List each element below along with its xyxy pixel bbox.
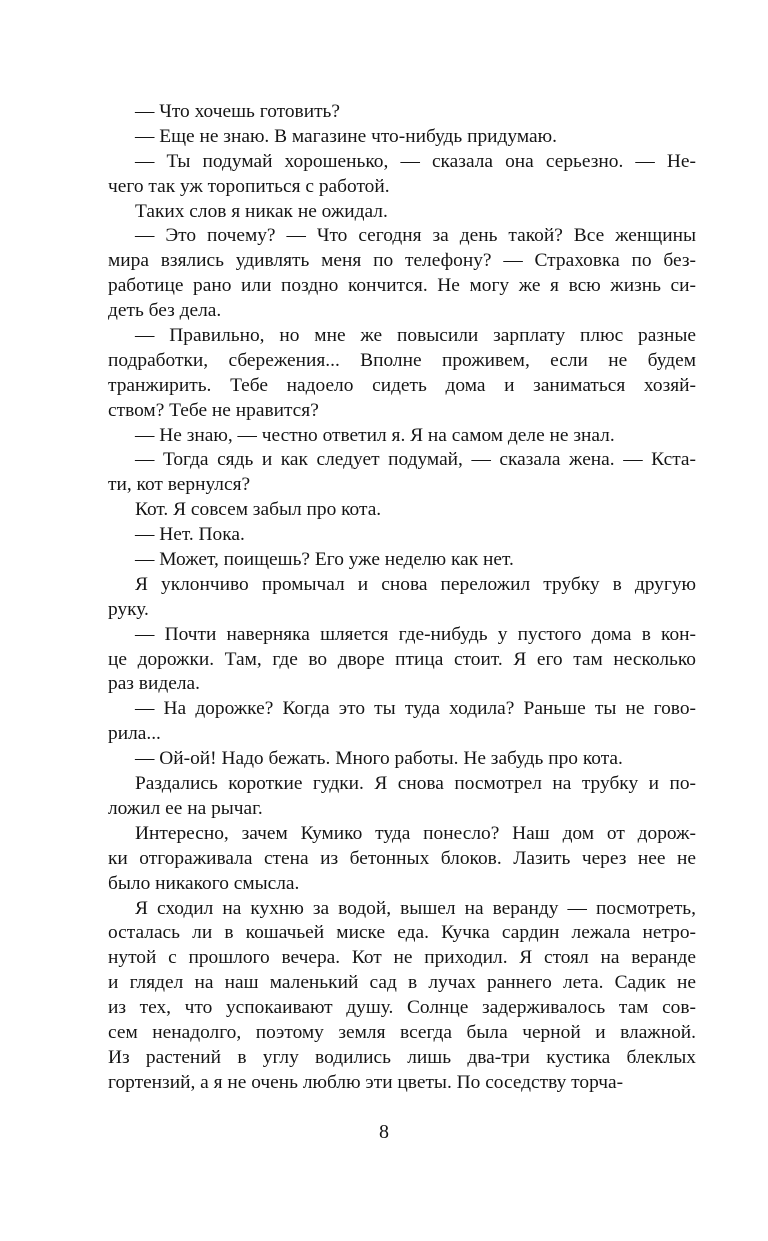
- text-line: транжирить. Тебе надоело сидеть дома и заниматься хозяй-: [108, 374, 696, 396]
- text-line: из тех, что успокаивают душу. Солнце задерживалось там сов-: [108, 997, 696, 1019]
- paragraph: [108, 100, 696, 125]
- paragraph: [108, 498, 696, 523]
- paragraph: [108, 697, 696, 747]
- text-line: осталась ли в кошачьей миске еда. Кучка сардин лежала нетро-: [108, 922, 696, 944]
- paragraph: [108, 772, 696, 822]
- text-line: руку.: [108, 598, 149, 620]
- paragraph: [108, 573, 696, 623]
- text-line: ки отгораживала стена из бетонных блоков. Лазить через нее не: [108, 847, 696, 869]
- text-line: Из растений в углу водились лишь два-три кустика блеклых: [108, 1046, 696, 1068]
- text-line: ством? Тебе не нравится?: [108, 399, 319, 421]
- text-line: — Может, поищешь? Его уже неделю как нет.: [135, 549, 514, 571]
- text-line: — Нет. Пока.: [135, 524, 245, 546]
- paragraph: [108, 897, 696, 1096]
- paragraph: [108, 125, 696, 150]
- paragraph: [108, 200, 696, 225]
- text-line: чего так уж торопиться с работой.: [108, 175, 390, 197]
- text-line: — Еще не знаю. В магазине что-нибудь придумаю.: [135, 125, 557, 147]
- text-line: сем ненадолго, поэтому земля всегда была черной и влажной.: [108, 1021, 696, 1043]
- text-line: — На дорожке? Когда это ты туда ходила? Раньше ты не гово-: [135, 698, 696, 720]
- text-line: Я сходил на кухню за водой, вышел на веранду — посмотреть,: [135, 897, 696, 919]
- text-line: раз видела.: [108, 673, 200, 695]
- text-line: — Почти наверняка шляется где-нибудь у пустого дома в кон-: [135, 623, 696, 645]
- text-line: — Ой-ой! Надо бежать. Много работы. Не забудь про кота.: [135, 748, 623, 770]
- text-line: гортензий, а я не очень люблю эти цветы. По соседству торча-: [108, 1071, 624, 1093]
- text-line: нутой с прошлого вечера. Кот не приходил. Я стоял на веранде: [108, 947, 696, 969]
- paragraph: [108, 822, 696, 897]
- text-line: — Правильно, но мне же повысили зарплату плюс разные: [135, 325, 696, 347]
- text-line: Интересно, зачем Кумико туда понесло? Наш дом от дорож-: [135, 822, 696, 844]
- paragraph: [108, 324, 696, 424]
- text-line: це дорожки. Там, где во дворе птица стоит. Я его там несколько: [108, 648, 696, 670]
- text-line: мира взялись удивлять меня по телефону? — Страховка по без-: [108, 250, 696, 272]
- text-line: — Что хочешь готовить?: [135, 101, 341, 122]
- text-line: — Ты подумай хорошенько, — сказала она серьезно. — Не-: [135, 150, 696, 172]
- paragraph: [108, 523, 696, 548]
- paragraph: [108, 224, 696, 324]
- text-line: — Не знаю, — честно ответил я. Я на самом деле не знал.: [135, 424, 615, 446]
- text-line: ложил ее на рычаг.: [108, 797, 263, 819]
- paragraph: [108, 623, 696, 698]
- text-line: было никакого смысла.: [108, 872, 300, 894]
- text-line: деть без дела.: [108, 300, 222, 322]
- page-number: 8: [379, 1121, 389, 1143]
- paragraph: [108, 424, 696, 449]
- paragraph: [108, 548, 696, 573]
- text-line: Раздались короткие гудки. Я снова посмотрел на трубку и по-: [135, 773, 696, 795]
- text-line: — Это почему? — Что сегодня за день такой? Все женщины: [135, 225, 696, 247]
- text-line: рила...: [108, 723, 161, 745]
- text-line: — Тогда сядь и как следует подумай, — сказала жена. — Кста-: [135, 449, 696, 471]
- text-line: ти, кот вернулся?: [108, 474, 251, 496]
- text-line: и глядел на наш маленький сад в лучах раннего лета. Садик не: [108, 972, 696, 994]
- text-line: Я уклончиво промычал и снова переложил трубку в другую: [135, 573, 696, 595]
- paragraph: [108, 150, 696, 200]
- text-line: Таких слов я никак не ожидал.: [135, 200, 388, 222]
- text-line: Кот. Я совсем забыл про кота.: [135, 499, 382, 521]
- paragraph: [108, 747, 696, 772]
- page-body-text: [108, 100, 696, 1096]
- text-line: подработки, сбережения... Вполне проживем, если не будем: [108, 349, 696, 371]
- paragraph: [108, 448, 696, 498]
- text-line: работице рано или поздно кончится. Не могу же я всю жизнь си-: [108, 275, 696, 297]
